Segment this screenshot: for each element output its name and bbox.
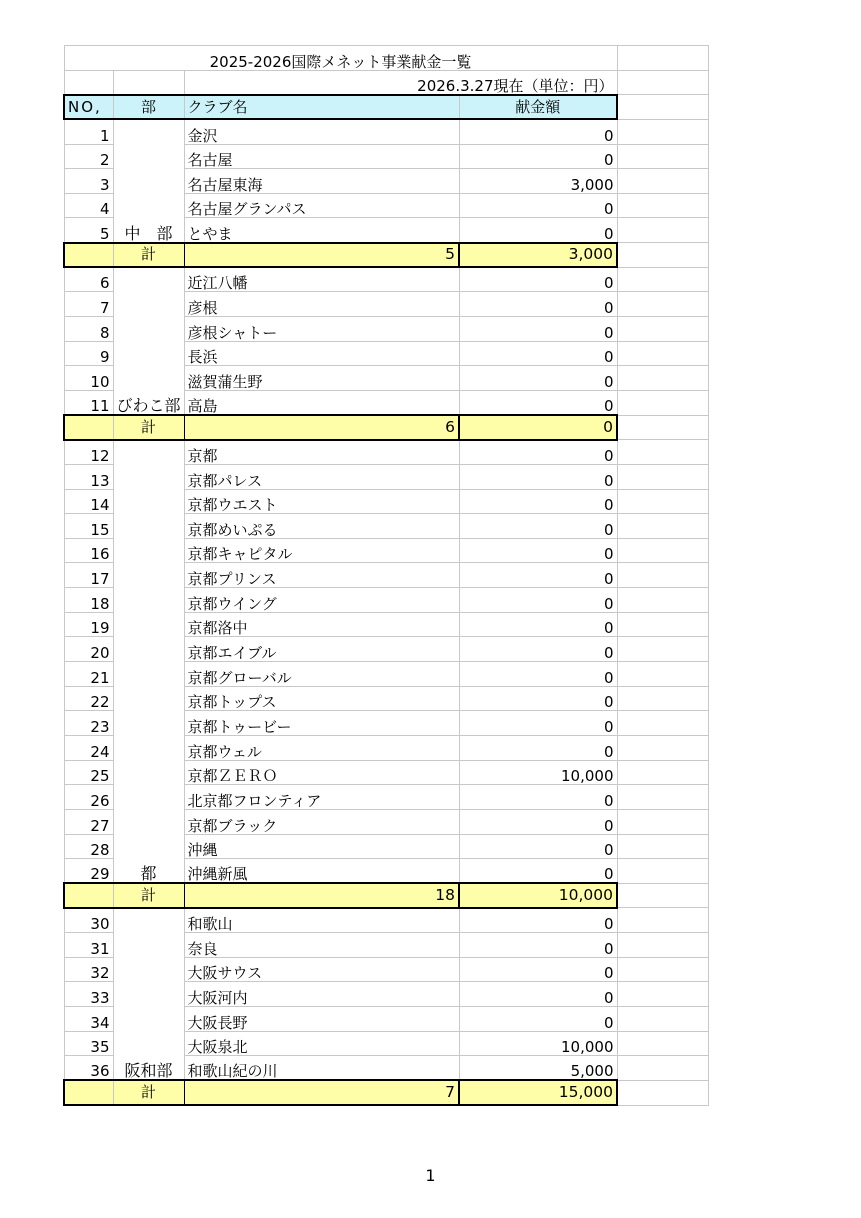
row-number: 1 (64, 119, 113, 144)
row-number: 17 (64, 563, 113, 588)
total-amount: 3,000 (459, 243, 617, 268)
donation-amount: 0 (459, 218, 617, 243)
club-name: 京都めいぷる (184, 514, 459, 539)
total-row (64, 1080, 708, 1105)
row-number: 23 (64, 711, 113, 736)
total-label: 計 (113, 243, 184, 268)
donation-amount: 0 (459, 563, 617, 588)
row-number: 36 (64, 1056, 113, 1081)
empty-cell (617, 95, 708, 120)
club-name: 和歌山 (184, 908, 459, 933)
club-name: 奈良 (184, 933, 459, 958)
club-name: 京都 (184, 440, 459, 465)
row-number: 4 (64, 193, 113, 218)
empty-cell (617, 538, 708, 563)
total-label: 計 (113, 1080, 184, 1105)
empty-cell (617, 1006, 708, 1031)
empty-cell (617, 637, 708, 662)
empty-cell (617, 46, 708, 71)
empty-cell (617, 292, 708, 317)
row-number: 21 (64, 662, 113, 687)
empty-cell (617, 834, 708, 859)
empty-cell (617, 957, 708, 982)
bu-name: 中 部 (113, 119, 184, 242)
row-number: 5 (64, 218, 113, 243)
date-note: 2026.3.27現在（単位：円） (184, 70, 617, 95)
row-number: 25 (64, 760, 113, 785)
club-count: 6 (184, 415, 459, 440)
donation-amount: 0 (459, 341, 617, 366)
bu-name: 阪和部 (113, 908, 184, 1080)
club-name: 京都パレス (184, 464, 459, 489)
club-name: 大阪泉北 (184, 1031, 459, 1056)
empty-cell (617, 711, 708, 736)
donation-amount: 0 (459, 785, 617, 810)
donation-amount: 0 (459, 686, 617, 711)
empty-cell (617, 883, 708, 908)
empty-cell (617, 317, 708, 342)
total-row (64, 415, 708, 440)
empty-cell (617, 1056, 708, 1081)
empty-cell (617, 440, 708, 465)
club-name: 京都トゥービー (184, 711, 459, 736)
donation-amount: 0 (459, 366, 617, 391)
row-number: 31 (64, 933, 113, 958)
row-number: 3 (64, 169, 113, 194)
donation-amount: 0 (459, 809, 617, 834)
donation-amount: 0 (459, 588, 617, 613)
donation-amount: 3,000 (459, 169, 617, 194)
row-number: 28 (64, 834, 113, 859)
club-name: 彦根 (184, 292, 459, 317)
club-name: 北京都フロンティア (184, 785, 459, 810)
row-number: 19 (64, 612, 113, 637)
empty-cell (617, 563, 708, 588)
row-number: 27 (64, 809, 113, 834)
club-name: 京都トップス (184, 686, 459, 711)
total-blank (64, 415, 113, 440)
empty-cell (617, 735, 708, 760)
row-number: 22 (64, 686, 113, 711)
empty-cell (617, 119, 708, 144)
club-name: 京都グローバル (184, 662, 459, 687)
empty-cell (617, 982, 708, 1007)
row-number: 18 (64, 588, 113, 613)
empty-cell (617, 1031, 708, 1056)
row-number: 30 (64, 908, 113, 933)
club-name: 名古屋 (184, 144, 459, 169)
empty-cell (617, 193, 708, 218)
club-name: 名古屋東海 (184, 169, 459, 194)
club-name: 沖縄新風 (184, 859, 459, 884)
club-name: 長浜 (184, 341, 459, 366)
row-number: 7 (64, 292, 113, 317)
row-number: 9 (64, 341, 113, 366)
bu-name: 都 (113, 440, 184, 884)
donation-amount: 0 (459, 292, 617, 317)
club-count: 5 (184, 243, 459, 268)
row-number: 34 (64, 1006, 113, 1031)
club-name: 名古屋グランパス (184, 193, 459, 218)
header-amount: 献金額 (459, 95, 617, 120)
club-name: 京都ウェル (184, 735, 459, 760)
donation-amount: 0 (459, 612, 617, 637)
total-row (64, 883, 708, 908)
header-no: NO, (64, 95, 113, 120)
donation-amount: 0 (459, 982, 617, 1007)
club-name: 京都ウイング (184, 588, 459, 613)
row-number: 32 (64, 957, 113, 982)
empty-cell (617, 809, 708, 834)
title-row (64, 46, 708, 71)
empty-cell (617, 267, 708, 292)
donation-amount: 0 (459, 908, 617, 933)
sheet-title: 2025-2026国際メネット事業献金一覧 (64, 46, 617, 71)
row-number: 20 (64, 637, 113, 662)
club-name: 京都キャピタル (184, 538, 459, 563)
donation-table-body (64, 46, 708, 1106)
empty-cell (617, 908, 708, 933)
empty-cell (617, 785, 708, 810)
table-row (64, 908, 708, 933)
donation-amount: 0 (459, 538, 617, 563)
date-row (64, 70, 708, 95)
donation-amount: 5,000 (459, 1056, 617, 1081)
empty-cell (617, 686, 708, 711)
row-number: 29 (64, 859, 113, 884)
donation-amount: 0 (459, 193, 617, 218)
donation-amount: 0 (459, 711, 617, 736)
donation-amount: 0 (459, 662, 617, 687)
donation-amount: 0 (459, 390, 617, 415)
club-name: 大阪サウス (184, 957, 459, 982)
total-amount: 10,000 (459, 883, 617, 908)
empty-cell (617, 144, 708, 169)
row-number: 8 (64, 317, 113, 342)
empty-cell (617, 464, 708, 489)
donation-amount: 0 (459, 859, 617, 884)
donation-amount: 0 (459, 637, 617, 662)
empty-cell (617, 489, 708, 514)
total-row (64, 243, 708, 268)
row-number: 24 (64, 735, 113, 760)
empty-cell (617, 588, 708, 613)
club-name: 高島 (184, 390, 459, 415)
donation-amount: 0 (459, 144, 617, 169)
header-bu: 部 (113, 95, 184, 120)
donation-amount: 0 (459, 440, 617, 465)
header-row (64, 95, 708, 120)
donation-amount: 0 (459, 489, 617, 514)
empty-cell (617, 514, 708, 539)
row-number: 14 (64, 489, 113, 514)
donation-amount: 0 (459, 834, 617, 859)
club-name: 近江八幡 (184, 267, 459, 292)
donation-amount: 0 (459, 735, 617, 760)
club-name: 和歌山紀の川 (184, 1056, 459, 1081)
header-club: クラブ名 (184, 95, 459, 120)
donation-amount: 0 (459, 1006, 617, 1031)
empty-cell (617, 218, 708, 243)
row-number: 11 (64, 390, 113, 415)
empty-cell (617, 169, 708, 194)
club-count: 7 (184, 1080, 459, 1105)
donation-amount: 10,000 (459, 760, 617, 785)
total-amount: 0 (459, 415, 617, 440)
empty-cell (113, 70, 184, 95)
club-name: 京都ＺＥＲＯ (184, 760, 459, 785)
donation-amount: 0 (459, 267, 617, 292)
empty-cell (617, 859, 708, 884)
club-name: 京都ブラック (184, 809, 459, 834)
empty-cell (617, 390, 708, 415)
club-name: 沖縄 (184, 834, 459, 859)
club-name: 大阪河内 (184, 982, 459, 1007)
club-name: 大阪長野 (184, 1006, 459, 1031)
total-amount: 15,000 (459, 1080, 617, 1105)
club-name: 京都エイブル (184, 637, 459, 662)
empty-cell (617, 612, 708, 637)
row-number: 13 (64, 464, 113, 489)
donation-amount: 0 (459, 957, 617, 982)
empty-cell (617, 933, 708, 958)
row-number: 12 (64, 440, 113, 465)
empty-cell (617, 243, 708, 268)
total-label: 計 (113, 883, 184, 908)
total-blank (64, 883, 113, 908)
donation-amount: 0 (459, 464, 617, 489)
bu-name: びわこ部 (113, 267, 184, 415)
table-row (64, 119, 708, 144)
row-number: 10 (64, 366, 113, 391)
row-number: 35 (64, 1031, 113, 1056)
table-row (64, 267, 708, 292)
empty-cell (617, 341, 708, 366)
empty-cell (64, 70, 113, 95)
club-name: とやま (184, 218, 459, 243)
club-name: 滋賀蒲生野 (184, 366, 459, 391)
donation-amount: 0 (459, 933, 617, 958)
donation-amount: 0 (459, 514, 617, 539)
row-number: 26 (64, 785, 113, 810)
total-blank (64, 1080, 113, 1105)
empty-cell (617, 415, 708, 440)
club-name: 京都プリンス (184, 563, 459, 588)
row-number: 33 (64, 982, 113, 1007)
club-name: 京都洛中 (184, 612, 459, 637)
donation-amount: 0 (459, 317, 617, 342)
row-number: 16 (64, 538, 113, 563)
table-row (64, 440, 708, 465)
row-number: 15 (64, 514, 113, 539)
empty-cell (617, 1080, 708, 1105)
row-number: 2 (64, 144, 113, 169)
empty-cell (617, 662, 708, 687)
total-blank (64, 243, 113, 268)
empty-cell (617, 760, 708, 785)
empty-cell (617, 70, 708, 95)
donation-table (63, 45, 709, 1106)
total-label: 計 (113, 415, 184, 440)
club-name: 彦根シャトー (184, 317, 459, 342)
empty-cell (617, 366, 708, 391)
donation-amount: 10,000 (459, 1031, 617, 1056)
club-name: 京都ウエスト (184, 489, 459, 514)
club-count: 18 (184, 883, 459, 908)
page-number: 1 (425, 1166, 436, 1185)
row-number: 6 (64, 267, 113, 292)
donation-amount: 0 (459, 119, 617, 144)
club-name: 金沢 (184, 119, 459, 144)
